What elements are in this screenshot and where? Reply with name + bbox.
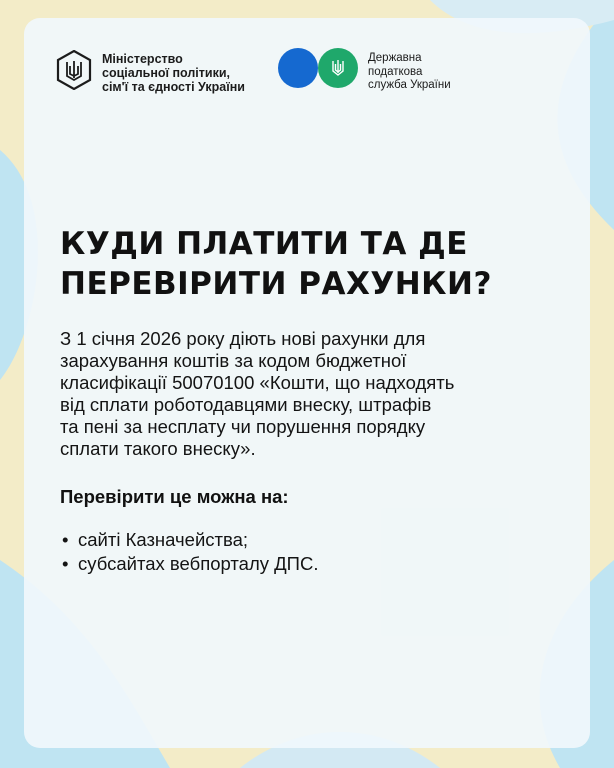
trident-icon xyxy=(56,50,92,90)
page-title: КУДИ ПЛАТИТИ ТА ДЕ ПЕРЕВІРИТИ РАХУНКИ? xyxy=(60,226,492,302)
check-heading: Перевірити це можна на: xyxy=(60,486,289,507)
ministry-name: Міністерство соціальної політики, сім'ї та єдності України xyxy=(102,52,245,94)
trident-icon xyxy=(332,59,344,77)
list-item: • сайті Казначейства; xyxy=(60,528,318,552)
body-text: З 1 січня 2026 року діють нові рахунки для зарахування коштів за кодом бюджетної класифікації 50070100 «Кошти, що надходять від сплати роботодавцями внеску, штрафів та пені за несплату чи порушення порядку сплати такого внеску». xyxy=(60,328,455,459)
list-item: • субсайтах вебпорталу ДПС. xyxy=(60,552,318,576)
logos-header xyxy=(56,46,576,96)
blue-circle-logo xyxy=(278,48,318,88)
tax-service-name: Державна податкова служба України xyxy=(368,52,451,91)
check-list xyxy=(60,528,318,576)
